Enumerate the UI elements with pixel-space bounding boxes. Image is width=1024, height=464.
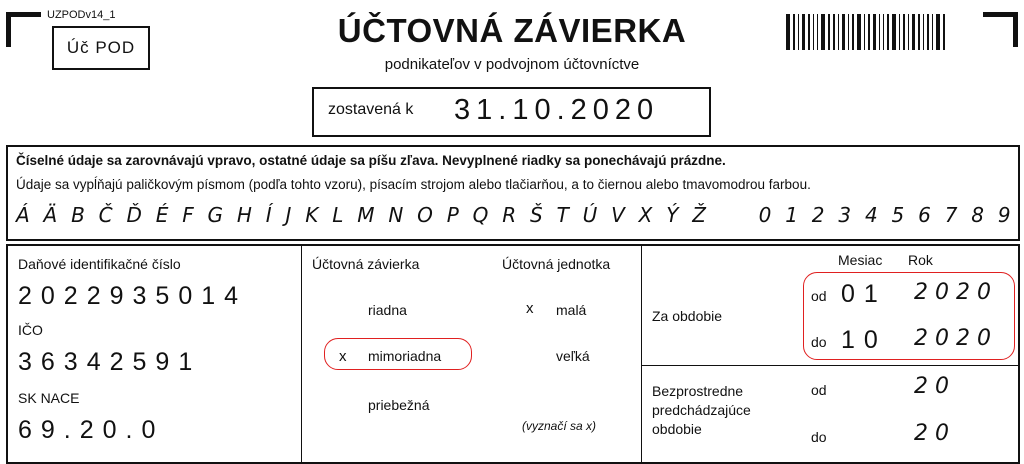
barcode-bar: [798, 14, 799, 50]
barcode-bar: [852, 14, 854, 50]
sample-letter: J: [285, 203, 292, 227]
sample-letter: L: [332, 203, 344, 227]
sample-letter: Q: [472, 203, 489, 227]
divider: [641, 365, 1018, 366]
sample-letter: V: [611, 203, 625, 227]
sample-letter: Š: [530, 203, 543, 227]
nace-label: SK NACE: [18, 390, 80, 406]
sample-digit: 2: [811, 203, 825, 227]
sample-digit: 3: [838, 203, 852, 227]
sample-letter: É: [155, 203, 169, 227]
barcode: [786, 14, 1018, 50]
instructions-box: [6, 145, 1020, 241]
type-riadna: riadna: [368, 302, 407, 318]
barcode-bar: [912, 14, 915, 50]
nace-value[interactable]: 69.20.0: [18, 416, 165, 444]
sample-letter: N: [388, 203, 404, 227]
sample-digit: 1: [785, 203, 798, 227]
sample-gap: [720, 203, 745, 227]
mark-note: (vyznačí sa x): [522, 419, 597, 433]
barcode-bar: [842, 14, 845, 50]
barcode-bar: [899, 14, 900, 50]
sample-digit: 8: [971, 203, 984, 227]
from-month[interactable]: 01: [841, 280, 887, 308]
prev-from-label: od: [811, 382, 827, 398]
sample-letter: H: [236, 203, 252, 227]
barcode-bar: [838, 14, 839, 50]
sample-letter: Á: [16, 203, 30, 227]
ico-label: IČO: [18, 322, 43, 338]
barcode-bar: [857, 14, 861, 50]
main-form: [6, 244, 1020, 464]
page-subtitle: podnikateľov v podvojnom účtovníctve: [384, 56, 640, 73]
month-header: Mesiac: [838, 252, 883, 268]
sample-letter: Ý: [666, 203, 679, 227]
divider: [641, 246, 642, 462]
barcode-bar: [802, 14, 805, 50]
sample-letter: B: [71, 203, 85, 227]
from-label: od: [811, 288, 827, 304]
barcode-bar: [808, 14, 810, 50]
dic-value[interactable]: 2022935014: [18, 282, 248, 310]
sample-letter: T: [556, 203, 569, 227]
type-priebezna: priebežná: [368, 397, 430, 413]
barcode-bar: [927, 14, 929, 50]
divider: [301, 246, 302, 462]
barcode-bar: [943, 14, 945, 50]
barcode-bar: [817, 14, 818, 50]
barcode-bar: [848, 14, 849, 50]
barcode-bar: [932, 14, 933, 50]
unit-mala: malá: [556, 302, 587, 318]
barcode-bar: [908, 14, 909, 50]
unit-header: Účtovná jednotka: [502, 256, 611, 272]
sample-letter: Í: [265, 203, 272, 227]
date-box: [312, 87, 711, 137]
sample-letter: K: [305, 203, 319, 227]
barcode-bar: [879, 14, 880, 50]
sample-digit: 5: [891, 203, 905, 227]
page-title: ÚČTOVNÁ ZÁVIERKA: [337, 12, 687, 49]
handwriting-sample: [16, 203, 1011, 227]
to-month[interactable]: 10: [841, 326, 887, 354]
sample-letter: Ú: [582, 203, 598, 227]
sample-digit: 0: [758, 203, 772, 227]
barcode-bar: [793, 14, 795, 50]
sample-letter: Ä: [43, 203, 58, 227]
form-type-box: Úč POD: [52, 26, 150, 70]
sample-digit: 4: [864, 203, 878, 227]
barcode-bar: [828, 14, 830, 50]
barcode-bar: [936, 14, 940, 50]
from-year[interactable]: 2020: [914, 280, 998, 305]
date-label: zostavená k: [328, 101, 414, 118]
ico-value[interactable]: 36342591: [18, 348, 202, 376]
prev-to-label: do: [811, 429, 827, 445]
sample-letter: Č: [98, 203, 113, 227]
type-mark-mimoriadna[interactable]: x: [339, 348, 347, 365]
sample-digit: 9: [997, 203, 1011, 227]
sample-letter: M: [357, 203, 375, 227]
prev-from-year[interactable]: 20: [914, 374, 956, 399]
to-year[interactable]: 2020: [914, 326, 998, 351]
instructions-normal: Údaje sa vypĺňajú paličkovým písmom (podľa tohto vzoru), písacím strojom alebo tlačiarňou, a to čiernou alebo tmavomodrou farbou.: [16, 177, 811, 192]
to-label: do: [811, 334, 827, 350]
barcode-bar: [864, 14, 865, 50]
period-label: Za obdobie: [652, 308, 723, 324]
barcode-bar: [918, 14, 920, 50]
barcode-bar: [873, 14, 876, 50]
year-header: Rok: [908, 252, 933, 268]
sample-digit: 6: [918, 203, 931, 227]
form-code: UZPODv14_1: [47, 9, 116, 21]
date-value[interactable]: 31.10.2020: [454, 94, 660, 126]
dic-label: Daňové identifikačné číslo: [18, 256, 181, 272]
sample-letter: R: [502, 203, 517, 227]
statement-type-header: Účtovná závierka: [312, 256, 420, 272]
barcode-bar: [786, 14, 790, 50]
sample-letter: P: [446, 203, 459, 227]
barcode-bar: [887, 14, 889, 50]
prev-period-label: Bezprostredne predchádzajúce obdobie: [652, 383, 751, 437]
sample-letter: Ž: [692, 203, 706, 227]
prev-to-year[interactable]: 20: [914, 421, 956, 446]
barcode-bar: [903, 14, 905, 50]
barcode-bar: [883, 14, 884, 50]
barcode-bar: [821, 14, 825, 50]
type-mimoriadna: mimoriadna: [368, 348, 442, 364]
sample-letter: F: [182, 203, 194, 227]
unit-velka: veľká: [556, 348, 590, 364]
unit-mark-mala[interactable]: x: [526, 300, 534, 317]
barcode-bar: [923, 14, 924, 50]
instructions-bold: Číselné údaje sa zarovnávajú vpravo, ostatné údaje sa píšu zľava. Nevyplnené riadky sa ponechávajú prázdne.: [16, 153, 726, 168]
barcode-bar: [868, 14, 870, 50]
sample-letter: X: [638, 203, 653, 227]
sample-letter: Ď: [126, 203, 142, 227]
sample-digit: 7: [944, 203, 958, 227]
barcode-bar: [833, 14, 835, 50]
barcode-bar: [892, 14, 896, 50]
sample-letter: O: [417, 203, 433, 227]
barcode-bar: [813, 14, 814, 50]
sample-letter: G: [207, 203, 224, 227]
